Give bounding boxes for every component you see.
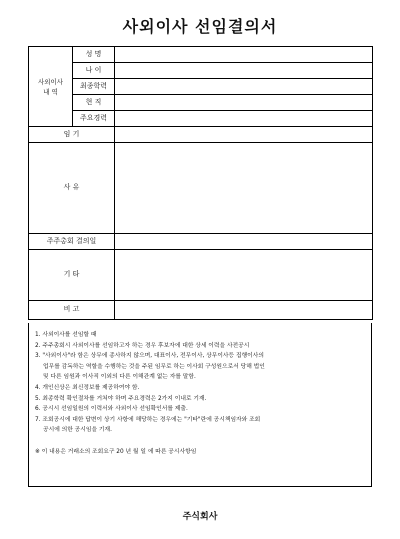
label-current-position: 현 직: [73, 95, 115, 111]
label-education: 최종학력: [73, 79, 115, 95]
note-spacer: [35, 436, 365, 447]
note-7-cont: 공시에 의한 공시임을 기재.: [43, 427, 112, 434]
value-remarks[interactable]: [115, 301, 373, 320]
note-3-cont-1: 업무를 감독하는 역할을 수행하는 것을 주된 임무로 하는 이사회 구성원으로서 당해 법인: [43, 363, 265, 370]
note-5: 5. 최종학력 확인절차를 거쳐야 하며 주요경력은 2가지 이내로 기재.: [35, 395, 207, 402]
document-title: 사외이사 선임결의서: [122, 17, 278, 36]
value-name[interactable]: [115, 47, 373, 63]
label-name: 성 명: [73, 47, 115, 63]
note-3: 3. "사외이사"라 함은 상무에 종사하지 않으며, 대표이사, 전무이사, 상무이사등 집행이사의: [35, 353, 264, 360]
value-education[interactable]: [115, 79, 373, 95]
note-1: 1. 사외이사를 선임할 때: [35, 332, 97, 338]
value-reason[interactable]: [115, 143, 373, 234]
value-career[interactable]: [115, 111, 373, 127]
label-shareholder-meeting-date: 주주총회 결의일: [29, 234, 115, 250]
note-7: 7. 조회공시에 대한 답변이 상기 사항에 해당하는 경우에는 "기타"란에 공시책임자와 조회: [35, 416, 261, 423]
company-footer: 주식회사: [182, 512, 218, 522]
label-term: 임 기: [29, 127, 115, 143]
section-label: [38, 78, 63, 96]
label-career: 주요경력: [73, 111, 115, 127]
note-disclosure: ※ 이 내용은 거래소의 조회요구 20 년 월 일 에 따른 공시사항임: [35, 448, 197, 455]
note-4: 4. 개인신상은 최신정보를 제공하여야 함.: [35, 384, 140, 391]
value-current-position[interactable]: [115, 95, 373, 111]
section-label-line2: 내 역: [43, 87, 58, 96]
appointment-form-table: [28, 46, 373, 320]
value-term[interactable]: [115, 127, 373, 143]
note-6: 6. 공시시 선임일원의 이력서와 사외이사 선임확인서를 제출.: [35, 406, 188, 413]
note-2: 2. 주주총회시 사외이사를 선임하고자 하는 경우 후보자에 대한 상세 이력을 사전공시: [35, 342, 250, 349]
value-age[interactable]: [115, 63, 373, 79]
section-label-line1: 사외이사: [37, 77, 64, 86]
section-label-cell: [29, 47, 73, 127]
notes-section: [28, 323, 372, 487]
value-other[interactable]: [115, 250, 373, 301]
label-other: 기 타: [29, 250, 115, 301]
note-3-cont-2: 및 다른 임원과 이사직 이외의 다른 이해관계 없는 자를 말함.: [43, 374, 196, 381]
label-age: 나 이: [73, 63, 115, 79]
label-reason: 사 유: [29, 143, 115, 234]
value-shareholder-meeting-date[interactable]: [115, 234, 373, 250]
label-remarks: 비 고: [29, 301, 115, 320]
